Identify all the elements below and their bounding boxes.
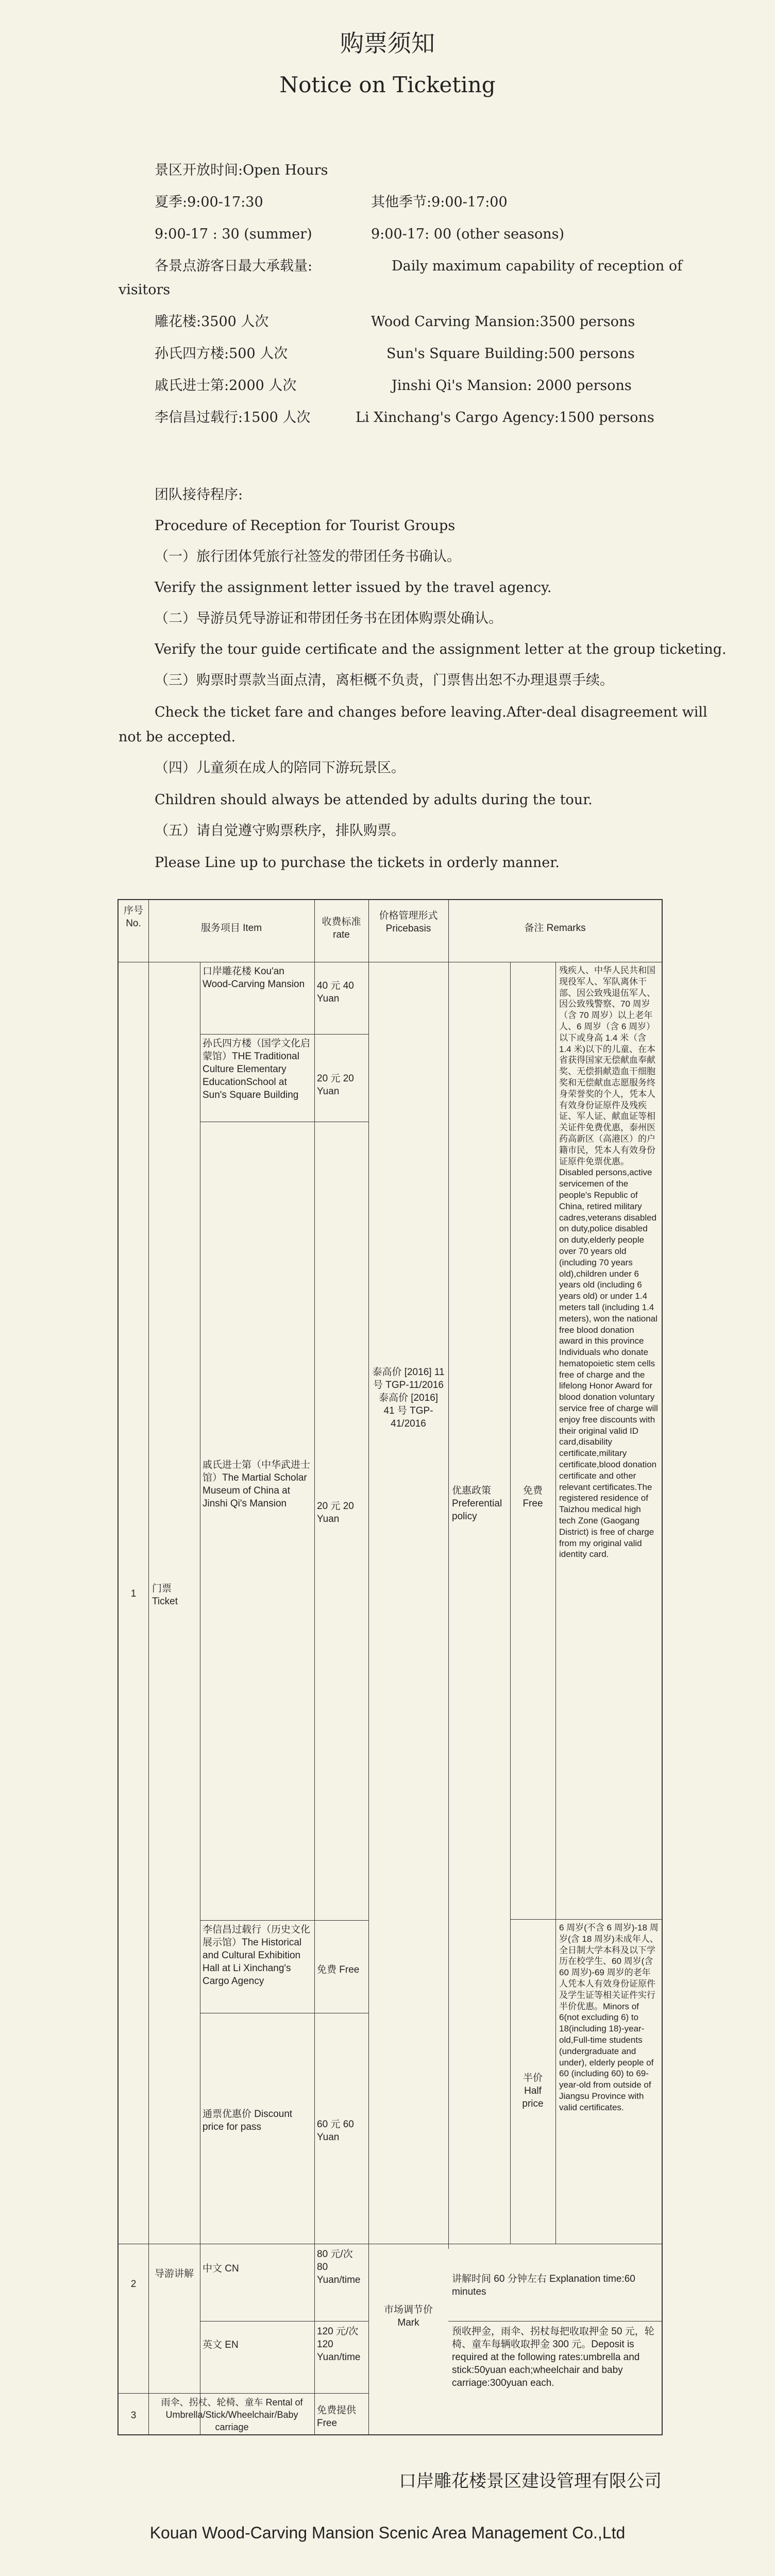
fee-table [117,899,663,2435]
header-pricebasis: 价格管理形式 Pricebasis [379,910,438,934]
capacity-item-en: Li Xinchang's Cargo Agency:1500 persons [356,410,654,426]
free-policy-text: 残疾人、中华人民共和国现役军人、军队离休干部、因公致残退伍军人、因公致残警察、70 周岁（含 70 周岁）以上老年人、6 周岁（含 6 周岁）以下或身高 1.4 米（含 1.4 米)以下的儿童、在本省获得国家无偿献血奉献奖、无偿捐献造血干细胞奖和无偿献血志愿服务终身荣誉奖的个人，凭本人有效身份证原件及残疾证、军人证、献血证等相关证件免费优惠，泰州医药高新区（高港区）的户籍市民，凭本人有效身份证原件免票优惠。Disabled persons,active servicemen of the people's Republic of China, retired military cadres,veterans disabled on duty,police disabled on duty,elderly people over 70 years old (including 70 years old),children under 6 years old (including 6 years old) or under 1.4 meters tall (including 1.4 meters), won the national free blood donation award in this province Individuals who donate hematopoietic stem cells free of charge and the lifelong Honor Award for blood donation voluntary service free of charge will enjoy free discounts with their original valid ID card,disability certificate,military certificate,blood donation certificate and other relevant certificates.The registered residence of Taizhou medical high tech Zone (Gaogang District) is free of charge from my original valid identity card. [559,965,658,1560]
ticket-rate: 20 元 20 Yuan [317,1501,354,1524]
row-1-pricebasis: 泰高价 [2016] 11 号 TGP-11/2016 泰高价 [2016] 41 号 TGP-41/2016 [372,1367,445,1429]
ticket-site: 戚氏进士第（中华武进士馆）The Martial Scholar Museum of China at Jinshi Qi's Mansion [203,1460,311,1509]
row-2-number: 2 [130,2279,137,2290]
guide-remark: 讲解时间 60 分钟左右 Explanation time:60 minutes [452,2274,635,2297]
capacity-heading-cn: 各景点游客日最大承载量: [155,258,313,274]
groups-step-cn: （二）导游员凭导游证和带团任务书在团体购票处确认。 [155,611,502,626]
groups-step-en: Please Line up to purchase the tickets in orderly manner. [155,855,560,871]
ticket-site: 孙氏四方楼（国学文化启蒙馆）THE Traditional Culture Elementary EducationSchool at Sun's Square Building [203,1038,311,1100]
groups-step-cn: （一）旅行团体凭旅行社签发的带团任务书确认。 [155,549,461,565]
ticket-rate: 20 元 20 Yuan [317,1073,354,1097]
header-item: 服务项目 Item [200,923,262,934]
guide-cn-rate: 80 元/次 80 Yuan/time [317,2249,361,2285]
capacity-item-cn: 戚氏进士第:2000 人次 [155,378,297,394]
ticket-rate: 40 元 40 Yuan [317,980,354,1004]
row-1-number: 1 [130,1588,137,1599]
row-2-name: 导游讲解 [154,2268,194,2279]
company-name-cn: 口岸雕花楼景区建设管理有限公司 [399,2471,662,2492]
groups-step-cn: （四）儿童须在成人的陪同下游玩景区。 [155,760,405,776]
header-rate: 收费标准 rate [322,917,361,940]
capacity-item-en: Wood Carving Mansion:3500 persons [371,314,635,330]
ticket-site: 通票优惠价 Discount price for pass [203,2109,293,2132]
groups-step-en: Verify the tour guide certificate and the assignment letter at the group ticketing. [155,641,727,657]
title-en: Notice on Ticketing [279,72,496,97]
header-remarks: 备注 Remarks [524,923,586,934]
ticket-rate: 60 元 60 Yuan [317,2119,354,2143]
groups-heading-cn: 团队接待程序: [155,487,243,503]
row-3-name: 雨伞、拐杖、轮椅、童车 Rental of Umbrella/Stick/Wheelchair/Baby carriage [161,2397,303,2432]
capacity-item-cn: 孙氏四方楼:500 人次 [155,346,288,362]
row-1-policy: 优惠政策 Preferential policy [452,1485,502,1522]
capacity-item-cn: 李信昌过载行:1500 人次 [155,410,311,426]
ticket-site: 李信昌过载行（历史文化展示馆）The Historical and Cultural Exhibition Hall at Li Xinchang's Cargo Agency [203,1924,311,1987]
guide-en-rate: 120 元/次 120 Yuan/time [317,2326,361,2363]
ticket-site: 口岸雕花楼 Kou'an Wood-Carving Mansion [203,966,305,990]
row-3-remark: 预收押金，雨伞、拐杖每把收取押金 50 元，轮椅、童车每辆收取押金 300 元。Deposit is required at the following rates:umbrella and stick:50yuan each;wheelchair and baby carriage:300yuan each. [452,2326,654,2388]
half-price-policy-text: 6 周岁(不含 6 周岁)-18 周岁(含 18 周岁)未成年人、全日制大学本科及以下学历在校学生、60 周岁(含 60 周岁)-69 周岁的老年人凭本人有效身份证原件及学生证等相关证件实行半价优惠。Minors of 6(not excluding 6) to 18(including 18)-year-old,Full-time students (undergraduate and under), elderly people of 60 (including 60) to 69-year-old from outside of Jiangsu Province with valid certificates. [559,1923,659,2112]
market-price: 市场调节价 Mark [383,2304,433,2328]
guide-cn-label: 中文 CN [203,2263,239,2274]
groups-step-en: Children should always be attended by adults during the tour. [155,792,593,808]
groups-heading-en: Procedure of Reception for Tourist Groups [155,518,456,534]
groups-step-en-cont: not be accepted. [119,729,236,745]
capacity-item-en: Sun's Square Building:500 persons [386,346,635,362]
row-3-rate: 免费提供 Free [317,2405,357,2429]
capacity-heading-en-cont: visitors [119,282,171,298]
hours-other-en: 9:00-17: 00 (other seasons) [371,226,565,242]
capacity-item-cn: 雕花楼:3500 人次 [155,314,269,330]
groups-step-cn: （三）购票时票款当面点清，离柜概不负责，门票售出恕不办理退票手续。 [155,672,614,688]
capacity-item-en: Jinshi Qi's Mansion: 2000 persons [392,378,632,394]
hours-summer-en: 9:00-17 : 30 (summer) [155,226,312,242]
title-cn: 购票须知 [340,29,435,57]
row-1-name: 门票 Ticket [152,1583,178,1607]
groups-step-cn: （五）请自觉遵守购票秩序，排队购票。 [155,823,405,839]
hours-heading: 景区开放时间:Open Hours [155,162,328,178]
row-3-number: 3 [130,2410,137,2421]
hours-summer-cn: 夏季:9:00-17:30 [155,194,263,210]
free-label: 免费 Free [523,1485,543,1509]
capacity-heading-en: Daily maximum capability of reception of [392,258,683,274]
hours-other-cn: 其他季节:9:00-17:00 [371,194,508,210]
header-no: 序号No. [123,905,143,929]
half-price-label: 半价 Half price [522,2073,544,2109]
company-name-en: Kouan Wood-Carving Mansion Scenic Area Management Co.,Ltd [149,2523,626,2542]
groups-step-en: Verify the assignment letter issued by the travel agency. [155,580,552,596]
ticket-rate: 免费 Free [317,1964,360,1975]
groups-step-en: Check the ticket fare and changes before leaving.After-deal disagreement will [155,704,707,720]
guide-en-label: 英文 EN [203,2340,239,2350]
